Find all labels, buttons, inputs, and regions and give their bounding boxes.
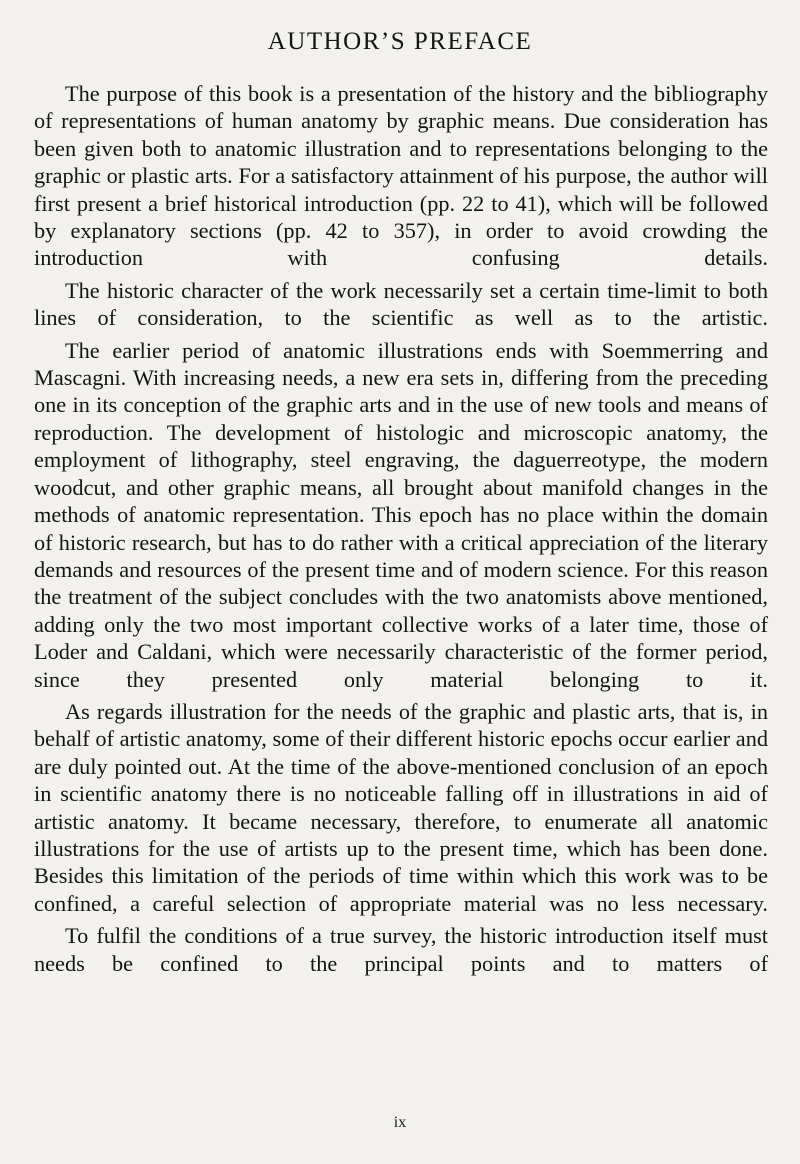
show-through-text [0,0,800,28]
preface-body [34,80,768,982]
paragraph: To fulfil the conditions of a true survey, the historic introduction itself must needs be confined to the principal points and to matters of [34,923,768,976]
paragraph: As regards illustration for the needs of the graphic and plastic arts, that is, in behalf of artistic anatomy, some of their different historic epochs occur earlier and are duly pointed out. At the time of the above-mentioned conclusion of an epoch in scientific anatomy there is no noticeable falling off in illustrations in aid of artistic anatomy. It became necessary, therefore, to enumerate all anatomic illustrations for the use of artists up to the present time, which has been done. Besides this limitation of the periods of time within which this work was to be confined, a careful selection of appropriate material was no less necessary. [34,698,768,916]
page-number: ix [393,1114,407,1131]
paragraph: The purpose of this book is a presentation of the history and the bibliography of representations of human anatomy by graphic means. Due consideration has been given both to anatomic illustration and to representations belonging to the graphic or plastic arts. For a satisfactory attainment of his purpose, the author will first present a brief historical introduction (pp. 22 to 41), which will be followed by explanatory sections (pp. 42 to 357), in order to avoid crowding the introduction with confusing details. [34,81,768,271]
paragraph: The earlier period of anatomic illustrations ends with Soemmerring and Mascagni. With increasing needs, a new era sets in, differing from the preceding one in its conception of the graphic arts and in the use of new tools and means of reproduction. The development of histologic and microscopic anatomy, the employment of lithography, steel engraving, the daguerreotype, the modern woodcut, and other graphic means, all brought about manifold changes in the methods of anatomic representation. This epoch has no place within the domain of historic research, but has to do rather with a critical appreciation of the literary demands and resources of the present time and of modern science. For this reason the treatment of the subject concludes with the two anatomists above mentioned, adding only the two most important collective works of a later time, those of Loder and Caldani, which were necessarily characteristic of the former period, since they presented only material belonging to it. [34,337,768,692]
page-title: AUTHOR’S PREFACE [267,28,533,55]
paragraph: The historic character of the work necessarily set a certain time-limit to both lines of consideration, to the scientific as well as to the artistic. [34,277,768,331]
